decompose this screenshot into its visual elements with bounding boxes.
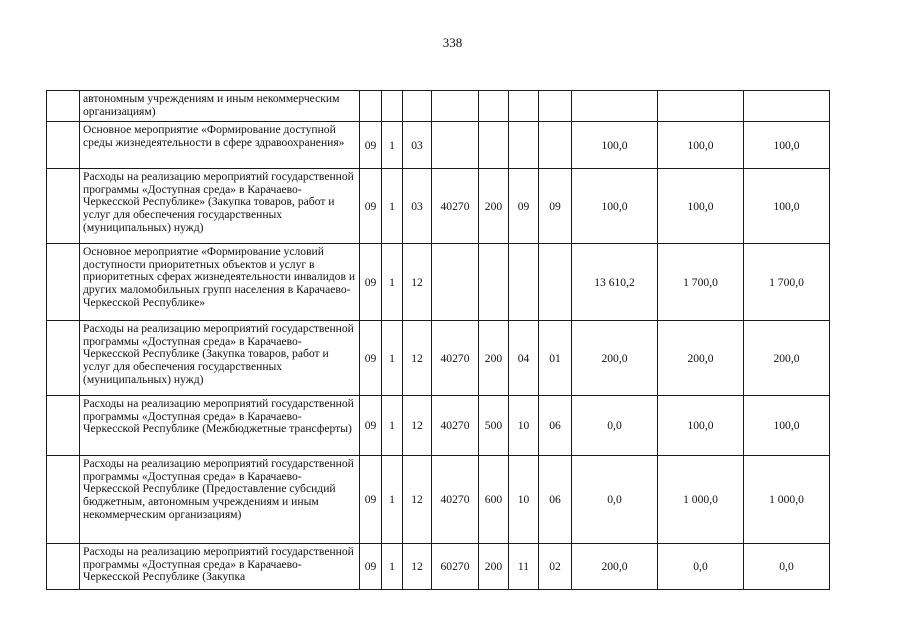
program-code-cell <box>360 91 382 122</box>
amount-year1-cell: 0,0 <box>572 396 658 456</box>
direction-code-cell <box>432 122 479 169</box>
main-activity-code-cell: 12 <box>403 321 432 396</box>
program-code-cell: 09 <box>360 321 382 396</box>
table-row <box>47 122 830 169</box>
expense-type-cell <box>479 244 509 321</box>
subprogram-code-cell: 1 <box>382 544 403 590</box>
amount-year2-cell <box>658 91 744 122</box>
description-cell: автономным учреждениям и иным некоммерческим организациям) <box>80 91 360 122</box>
budget-table <box>46 90 830 590</box>
amount-year2-cell: 100,0 <box>658 122 744 169</box>
subprogram-code-cell <box>382 91 403 122</box>
section-cell: 11 <box>509 544 539 590</box>
main-activity-code-cell: 12 <box>403 544 432 590</box>
subprogram-code-cell: 1 <box>382 169 403 244</box>
row-margin-cell <box>47 396 80 456</box>
description-cell: Расходы на реализацию мероприятий государственной программы «Доступная среда» в Карачаево-Черкесской Республике» (Закупка товаров, работ и услуг для обеспечения государственных (муниципальных) нужд) <box>80 169 360 244</box>
section-cell <box>509 91 539 122</box>
row-margin-cell <box>47 122 80 169</box>
amount-year1-cell: 13 610,2 <box>572 244 658 321</box>
table-row <box>47 244 830 321</box>
subsection-cell: 09 <box>539 169 572 244</box>
row-margin-cell <box>47 169 80 244</box>
expense-type-cell <box>479 122 509 169</box>
amount-year1-cell <box>572 91 658 122</box>
amount-year3-cell: 0,0 <box>744 544 830 590</box>
expense-type-cell: 600 <box>479 456 509 544</box>
page-number: 338 <box>442 35 463 50</box>
main-activity-code-cell: 12 <box>403 396 432 456</box>
description-cell: Расходы на реализацию мероприятий государственной программы «Доступная среда» в Карачаево-Черкесской Республике (Межбюджетные трансферты) <box>80 396 360 456</box>
program-code-cell: 09 <box>360 396 382 456</box>
section-cell: 10 <box>509 396 539 456</box>
program-code-cell: 09 <box>360 122 382 169</box>
expense-type-cell <box>479 91 509 122</box>
expense-type-cell: 200 <box>479 544 509 590</box>
description-cell: Расходы на реализацию мероприятий государственной программы «Доступная среда» в Карачаево-Черкесской Республике (Закупка <box>80 544 360 590</box>
subprogram-code-cell: 1 <box>382 244 403 321</box>
amount-year3-cell: 100,0 <box>744 396 830 456</box>
description-cell: Основное мероприятие «Формирование доступной среды жизнедеятельности в сфере здравоохранения» <box>80 122 360 169</box>
subsection-cell <box>539 244 572 321</box>
amount-year2-cell: 1 000,0 <box>658 456 744 544</box>
subprogram-code-cell: 1 <box>382 321 403 396</box>
table-body <box>47 91 830 590</box>
main-activity-code-cell: 03 <box>403 169 432 244</box>
section-cell <box>509 244 539 321</box>
direction-code-cell: 40270 <box>432 456 479 544</box>
row-margin-cell <box>47 91 80 122</box>
subprogram-code-cell: 1 <box>382 122 403 169</box>
subsection-cell: 01 <box>539 321 572 396</box>
amount-year3-cell <box>744 91 830 122</box>
expense-type-cell: 200 <box>479 169 509 244</box>
direction-code-cell: 40270 <box>432 396 479 456</box>
subsection-cell: 06 <box>539 396 572 456</box>
amount-year2-cell: 100,0 <box>658 396 744 456</box>
description-cell: Расходы на реализацию мероприятий государственной программы «Доступная среда» в Карачаево-Черкесской Республике (Закупка товаров, работ и услуг для обеспечения государственных (муниципальных) нужд) <box>80 321 360 396</box>
table-row <box>47 456 830 544</box>
amount-year2-cell: 100,0 <box>658 169 744 244</box>
amount-year2-cell: 1 700,0 <box>658 244 744 321</box>
table-row <box>47 544 830 590</box>
subsection-cell: 02 <box>539 544 572 590</box>
row-margin-cell <box>47 244 80 321</box>
section-cell: 09 <box>509 169 539 244</box>
amount-year3-cell: 100,0 <box>744 169 830 244</box>
direction-code-cell <box>432 244 479 321</box>
section-cell: 04 <box>509 321 539 396</box>
description-cell: Расходы на реализацию мероприятий государственной программы «Доступная среда» в Карачаево-Черкесской Республике (Предоставление субсидий бюджетным, автономным учреждениям и иным некоммерческим организациям) <box>80 456 360 544</box>
main-activity-code-cell: 03 <box>403 122 432 169</box>
main-activity-code-cell <box>403 91 432 122</box>
subprogram-code-cell: 1 <box>382 456 403 544</box>
amount-year1-cell: 100,0 <box>572 122 658 169</box>
row-margin-cell <box>47 321 80 396</box>
subsection-cell <box>539 122 572 169</box>
table-row <box>47 91 830 122</box>
amount-year3-cell: 1 700,0 <box>744 244 830 321</box>
direction-code-cell <box>432 91 479 122</box>
amount-year1-cell: 200,0 <box>572 544 658 590</box>
amount-year3-cell: 200,0 <box>744 321 830 396</box>
amount-year1-cell: 0,0 <box>572 456 658 544</box>
direction-code-cell: 40270 <box>432 169 479 244</box>
subsection-cell <box>539 91 572 122</box>
subsection-cell: 06 <box>539 456 572 544</box>
program-code-cell: 09 <box>360 544 382 590</box>
expense-type-cell: 500 <box>479 396 509 456</box>
program-code-cell: 09 <box>360 169 382 244</box>
amount-year3-cell: 100,0 <box>744 122 830 169</box>
table-row <box>47 396 830 456</box>
amount-year1-cell: 200,0 <box>572 321 658 396</box>
main-activity-code-cell: 12 <box>403 244 432 321</box>
direction-code-cell: 40270 <box>432 321 479 396</box>
section-cell <box>509 122 539 169</box>
row-margin-cell <box>47 456 80 544</box>
table-row <box>47 169 830 244</box>
amount-year3-cell: 1 000,0 <box>744 456 830 544</box>
amount-year2-cell: 0,0 <box>658 544 744 590</box>
program-code-cell: 09 <box>360 456 382 544</box>
direction-code-cell: 60270 <box>432 544 479 590</box>
amount-year1-cell: 100,0 <box>572 169 658 244</box>
row-margin-cell <box>47 544 80 590</box>
amount-year2-cell: 200,0 <box>658 321 744 396</box>
subprogram-code-cell: 1 <box>382 396 403 456</box>
expense-type-cell: 200 <box>479 321 509 396</box>
description-cell: Основное мероприятие «Формирование условий доступности приоритетных объектов и услуг в приоритетных сферах жизнедеятельности инвалидов и других маломобильных групп населения в Карачаево-Черкесской Республике» <box>80 244 360 321</box>
section-cell: 10 <box>509 456 539 544</box>
table-row <box>47 321 830 396</box>
program-code-cell: 09 <box>360 244 382 321</box>
main-activity-code-cell: 12 <box>403 456 432 544</box>
